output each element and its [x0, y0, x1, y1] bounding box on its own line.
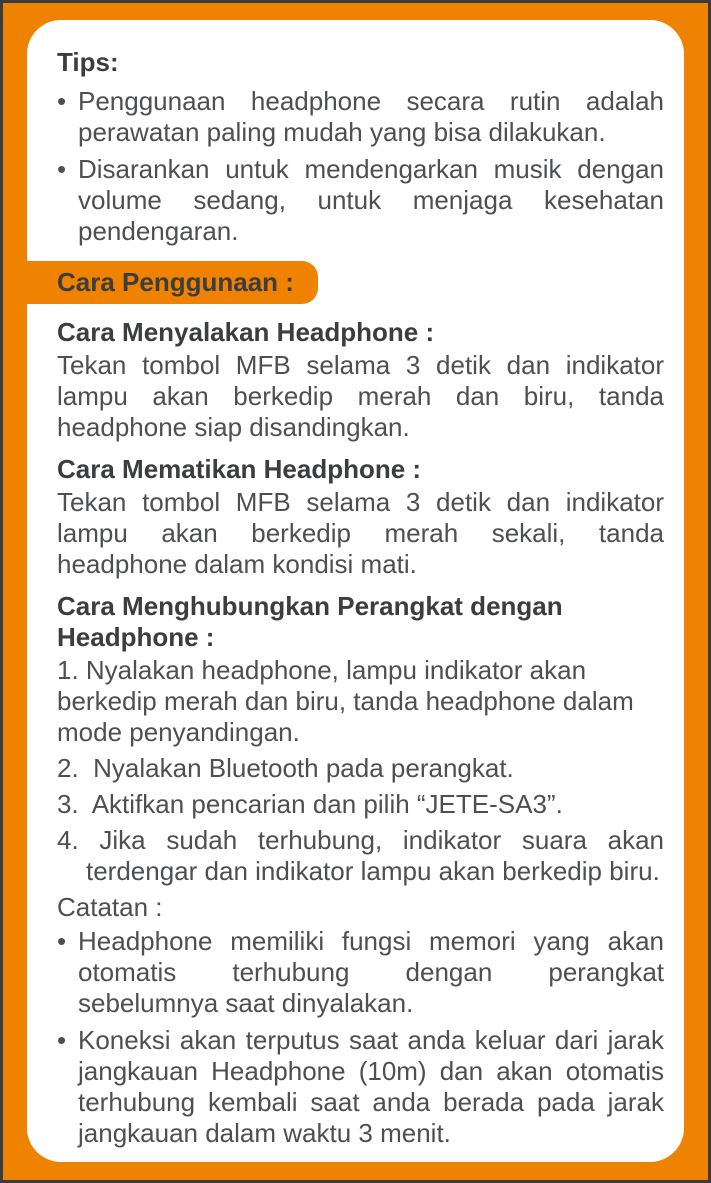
bullet-icon: •: [57, 154, 67, 184]
note-item: [57, 926, 664, 1019]
pairing-step: 3. Aktifkan pencarian dan pilih “JETE-SA3”.: [57, 789, 563, 819]
note-item-text: Koneksi akan terputus saat anda keluar dari jarak jangkauan Headphone (10m) dan akan otomatis terhubung kembali saat anda berada pada jarak jangkauan dalam waktu 3 menit.: [78, 1025, 664, 1148]
note-item: [57, 1025, 664, 1149]
bullet-icon: •: [57, 926, 67, 956]
bullet-icon: •: [57, 1025, 67, 1055]
power-on-heading: Cara Menyalakan Headphone :: [57, 317, 435, 347]
tips-item: [57, 86, 664, 148]
tips-item-text: Disarankan untuk mendengarkan musik dengan volume sedang, untuk menjaga kesehatan pendengaran.: [78, 154, 664, 246]
notes-heading: Catatan :: [57, 892, 163, 922]
bullet-icon: •: [57, 86, 67, 116]
power-off-heading: Cara Mematikan Headphone :: [57, 454, 422, 484]
pairing-step: 4. Jika sudah terhubung, indikator suara akan terdengar dan indikator lampu akan berkedip biru.: [57, 825, 672, 886]
pairing-step: 2. Nyalakan Bluetooth pada perangkat.: [57, 753, 514, 783]
tips-item: [57, 154, 664, 247]
power-on-section: [57, 317, 664, 443]
power-off-body: Tekan tombol MFB selama 3 detik dan indikator lampu akan berkedip merah sekali, tanda headphone dalam kondisi mati.: [57, 487, 664, 579]
pairing-step: 1. Nyalakan headphone, lampu indikator akan berkedip merah dan biru, tanda headphone dalam mode penyandingan.: [57, 655, 641, 747]
pairing-steps: [57, 655, 672, 887]
notes-section: [57, 892, 664, 1149]
note-item-text: Headphone memiliki fungsi memori yang akan otomatis terhubung dengan perangkat sebelumnya saat dinyalakan.: [78, 926, 664, 1018]
power-off-section: [57, 454, 664, 580]
pairing-heading: Cara Menghubungkan Perangkat dengan Headphone :: [57, 591, 563, 652]
pairing-section: [57, 591, 672, 887]
tips-item-text: Penggunaan headphone secara rutin adalah perawatan paling mudah yang bisa dilakukan.: [78, 86, 664, 147]
power-on-body: Tekan tombol MFB selama 3 detik dan indikator lampu akan berkedip merah dan biru, tanda headphone siap disandingkan.: [57, 350, 664, 442]
content-card: [27, 20, 684, 1162]
tips-heading: Tips:: [57, 47, 119, 77]
usage-section-badge: Cara Penggunaan :: [19, 261, 318, 304]
